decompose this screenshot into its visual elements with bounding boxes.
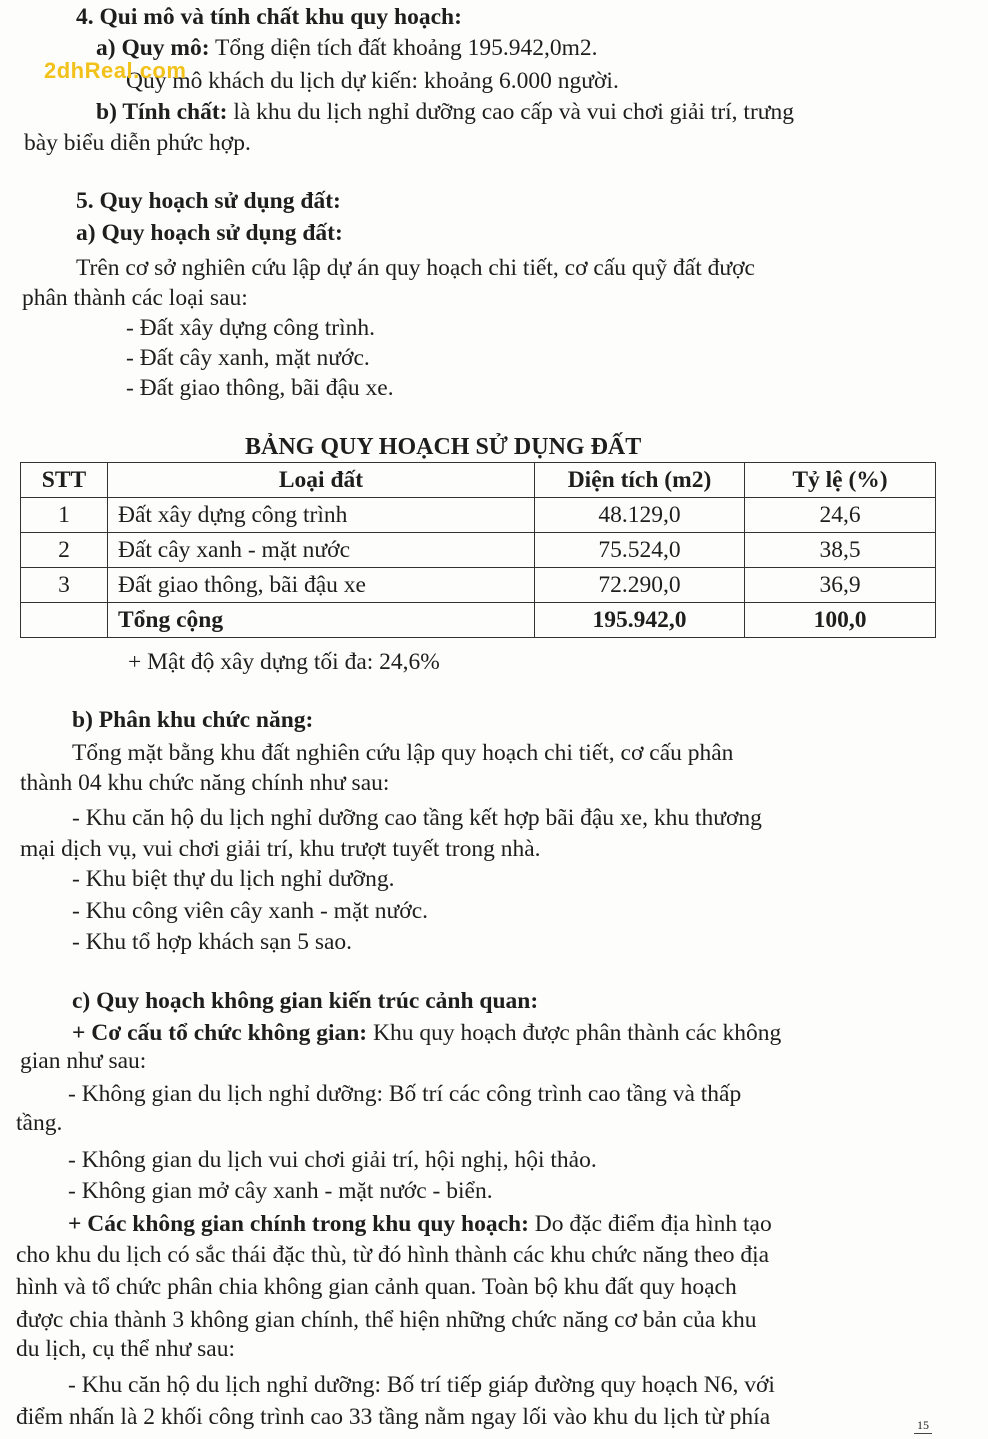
land-use-table bbox=[20, 462, 936, 638]
apartment-zone-line-2: điểm nhấn là 2 khối công trình cao 33 tầng nằm ngay lối vào khu du lịch từ phía bbox=[16, 1404, 771, 1430]
section-4b-label: b) Tính chất: bbox=[96, 99, 228, 125]
cell-area: 48.129,0 bbox=[535, 498, 745, 533]
density-note: + Mật độ xây dựng tối đa: 24,6% bbox=[128, 649, 440, 675]
watermark-logo: 2dhReal.com bbox=[44, 58, 187, 83]
cell-total-label: Tổng cộng bbox=[108, 603, 535, 638]
table-row bbox=[21, 498, 936, 533]
section-5b-heading: b) Phân khu chức năng: bbox=[72, 707, 314, 733]
main-spaces-line-2: cho khu du lịch có sắc thái đặc thù, từ đó hình thành các khu chức năng theo địa bbox=[16, 1242, 770, 1268]
cell-land-type: Đất giao thông, bãi đậu xe bbox=[108, 568, 535, 603]
table-row bbox=[21, 533, 936, 568]
cell-ratio: 38,5 bbox=[745, 533, 936, 568]
section-4a-text: Tổng diện tích đất khoảng 195.942,0m2. bbox=[209, 35, 598, 61]
cell-area: 75.524,0 bbox=[535, 533, 745, 568]
section-4b-text: là khu du lịch nghỉ dưỡng cao cấp và vui chơi giải trí, trưng bbox=[227, 99, 795, 125]
section-5b-p1: Tổng mặt bằng khu đất nghiên cứu lập quy hoạch chi tiết, cơ cấu phân bbox=[72, 740, 734, 766]
space-item: - Không gian du lịch nghỉ dưỡng: Bố trí các công trình cao tầng và thấp bbox=[68, 1081, 742, 1107]
cell-stt: 1 bbox=[21, 498, 108, 533]
space-item: - Không gian mở cây xanh - mặt nước - biển. bbox=[68, 1178, 493, 1204]
table-title: BẢNG QUY HOẠCH SỬ DỤNG ĐẤT bbox=[245, 434, 642, 460]
apartment-zone-line-1: - Khu căn hộ du lịch nghỉ dưỡng: Bố trí tiếp giáp đường quy hoạch N6, với bbox=[68, 1372, 775, 1398]
section-4b-line bbox=[96, 97, 794, 127]
section-5c-heading: c) Quy hoạch không gian kiến trúc cảnh quan: bbox=[72, 988, 539, 1014]
space-structure-line bbox=[72, 1018, 781, 1048]
header-stt: STT bbox=[21, 463, 108, 498]
section-4a-label: a) Quy mô: bbox=[96, 35, 210, 61]
main-spaces-label: + Các không gian chính trong khu quy hoạch: bbox=[68, 1211, 529, 1237]
function-zone-item: - Khu tổ hợp khách sạn 5 sao. bbox=[72, 929, 353, 955]
cell-stt-empty bbox=[21, 603, 108, 638]
cell-area: 72.290,0 bbox=[535, 568, 745, 603]
function-zone-item: - Khu biệt thự du lịch nghỉ dưỡng. bbox=[72, 866, 395, 892]
section-5a-heading: a) Quy hoạch sử dụng đất: bbox=[76, 220, 343, 246]
function-zone-item: - Khu công viên cây xanh - mặt nước. bbox=[72, 898, 429, 924]
main-spaces-line-3: hình và tổ chức phân chia không gian cảnh quan. Toàn bộ khu đất quy hoạch bbox=[16, 1274, 737, 1300]
main-spaces-line-5: du lịch, cụ thể như sau: bbox=[16, 1336, 235, 1362]
cell-stt: 2 bbox=[21, 533, 108, 568]
table-header-row bbox=[21, 463, 936, 498]
function-zone-item: - Khu căn hộ du lịch nghỉ dưỡng cao tầng kết hợp bãi đậu xe, khu thương bbox=[72, 805, 762, 831]
cell-land-type: Đất xây dựng công trình bbox=[108, 498, 535, 533]
section-5a-intro-1: Trên cơ sở nghiên cứu lập dự án quy hoạch chi tiết, cơ cấu quỹ đất được bbox=[76, 255, 755, 281]
space-structure-line-2: gian như sau: bbox=[20, 1048, 147, 1074]
space-item-cont: tầng. bbox=[16, 1110, 63, 1136]
cell-total-ratio: 100,0 bbox=[745, 603, 936, 638]
section-5b-p2: thành 04 khu chức năng chính như sau: bbox=[20, 770, 390, 796]
space-structure-label: + Cơ cấu tổ chức không gian: bbox=[72, 1020, 368, 1046]
space-item: - Không gian du lịch vui chơi giải trí, hội nghị, hội thảo. bbox=[68, 1147, 597, 1173]
land-type-item: - Đất cây xanh, mặt nước. bbox=[126, 345, 370, 371]
cell-stt: 3 bbox=[21, 568, 108, 603]
main-spaces-line bbox=[68, 1209, 772, 1239]
function-zone-item-cont: mại dịch vụ, vui chơi giải trí, khu trượt tuyết trong nhà. bbox=[20, 836, 541, 862]
cell-land-type: Đất cây xanh - mặt nước bbox=[108, 533, 535, 568]
section-4b-line-2: bày biểu diễn phức hợp. bbox=[24, 130, 251, 156]
section-4-heading: 4. Qui mô và tính chất khu quy hoạch: bbox=[76, 4, 462, 30]
table-total-row bbox=[21, 603, 936, 638]
section-5-heading: 5. Quy hoạch sử dụng đất: bbox=[76, 188, 341, 214]
header-land-type: Loại đất bbox=[108, 463, 535, 498]
header-area: Diện tích (m2) bbox=[535, 463, 745, 498]
space-structure-text: Khu quy hoạch được phân thành các không bbox=[367, 1020, 782, 1046]
section-4a-line-2: Quy mô khách du lịch dự kiến: khoảng 6.000 người. bbox=[126, 68, 619, 94]
header-ratio: Tỷ lệ (%) bbox=[745, 463, 936, 498]
main-spaces-text: Do đặc điểm địa hình tạo bbox=[528, 1211, 772, 1237]
main-spaces-line-4: được chia thành 3 không gian chính, thể hiện những chức năng cơ bản của khu bbox=[16, 1307, 757, 1333]
cell-total-area: 195.942,0 bbox=[535, 603, 745, 638]
land-type-item: - Đất xây dựng công trình. bbox=[126, 315, 375, 341]
land-type-item: - Đất giao thông, bãi đậu xe. bbox=[126, 375, 394, 401]
cell-ratio: 36,9 bbox=[745, 568, 936, 603]
table-row bbox=[21, 568, 936, 603]
section-5a-intro-2: phân thành các loại sau: bbox=[22, 285, 248, 311]
cell-ratio: 24,6 bbox=[745, 498, 936, 533]
page-number: 15 bbox=[914, 1418, 932, 1434]
